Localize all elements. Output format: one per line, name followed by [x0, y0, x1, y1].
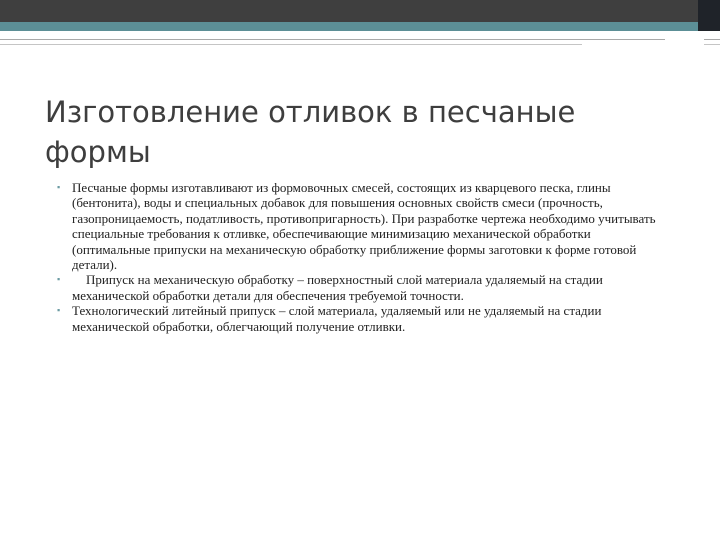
- decorative-line: [0, 44, 582, 45]
- bullet-text: Песчаные формы изготавливают из формовочных смесей, состоящих из кварцевого песка, глины (бентонита), воды и специальных добавок для повышения основных свойств смеси (прочность, газопроницаемость, податливость, противопригарность). При разработке чертежа необходимо учитывать специальные требования к отливке, обеспечивающие минимизацию механической обработки (оптимальные припуски на механическую обработку приближение формы заготовки к форме готовой детали).: [72, 180, 656, 273]
- bullet-icon: ▪: [57, 182, 61, 192]
- slide-title: Изготовление отливок в песчаные формы: [45, 95, 576, 169]
- bullet-icon: ▪: [57, 305, 61, 316]
- decorative-line: [704, 44, 720, 45]
- decorative-line: [0, 39, 665, 40]
- bullet-list: [57, 180, 667, 334]
- bullet-item: [57, 180, 667, 272]
- bullet-icon: ▪: [57, 274, 61, 285]
- top-dark-band: [0, 0, 720, 22]
- bullet-item: [57, 303, 667, 334]
- bullet-text: Технологический литейный припуск – слой материала, удаляемый или не удаляемый на стадии механической обработки, облегчающий получение отливки.: [72, 303, 602, 334]
- bullet-item: [57, 272, 667, 303]
- top-corner-block: [698, 0, 720, 31]
- bullet-text: Припуск на механическую обработку – поверхностный слой материала удаляемый на стадии механической обработки детали для обеспечения требуемой точности.: [72, 272, 603, 303]
- top-teal-band: [0, 22, 720, 31]
- decorative-line: [704, 39, 720, 40]
